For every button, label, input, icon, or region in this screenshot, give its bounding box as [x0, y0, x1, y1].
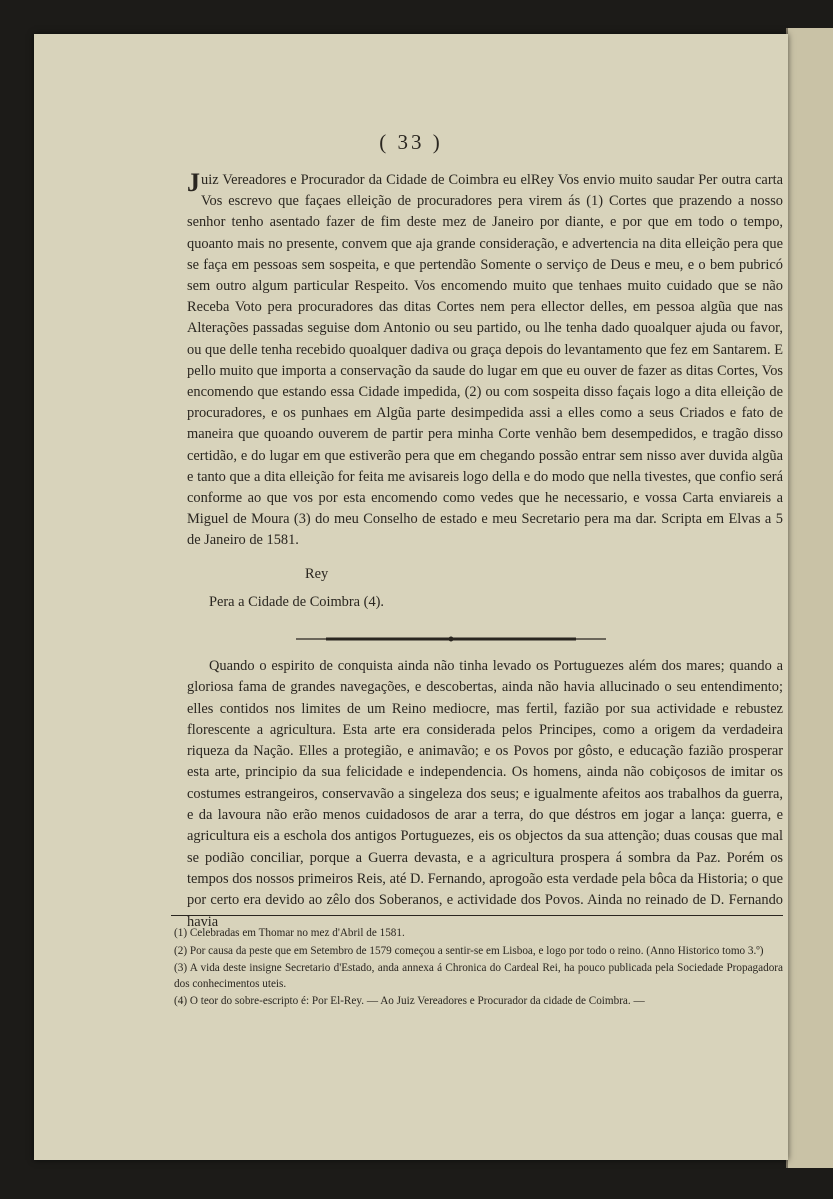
document-page: [34, 34, 788, 1160]
footnote-2: (2) Por causa da peste que em Setembro de 1579 começou a sentir-se em Lisboa, e logo por todo o reino. (Anno Historico tomo 3.º): [174, 944, 764, 957]
ornamental-divider: [296, 636, 606, 642]
royal-letter: [187, 170, 783, 552]
addressee: Pera a Cidade de Coimbra (4).: [209, 594, 385, 610]
footnote-1: (1) Celebradas em Thomar no mez d'Abril de 1581.: [174, 927, 405, 939]
footnote-3: (3) A vida deste insigne Secretario d'Estado, anda annexa á Chronica do Cardeal Rei, ha pouco publicada pela Sociedade Propagadora dos conhecimentos uteis.: [174, 962, 783, 990]
footnote-rule: [171, 915, 783, 916]
signature: Rey: [305, 566, 329, 582]
page-number: ( 33 ): [379, 130, 443, 154]
drop-cap: J: [187, 168, 200, 197]
footnotes: [174, 926, 783, 1012]
footnote-4: (4) O teor do sobre-escripto é: Por El-Rey. — Ao Juiz Vereadores e Procurador da cidade de Coimbra. —: [174, 995, 645, 1007]
letter-text: uiz Vereadores e Procurador da Cidade de Coimbra eu elRey Vos envio muito saudar Per outra carta Vos escrevo que façaes elleição de procuradores pera virem ás (1) Cortes que prazendo a nosso senhor tenho asentado fazer de fim deste mez de Janeiro por diante, e por que em todo o tempo, quoanto mais no presente, convem que aja grande consideração, e advertencia na dita elleição pera que se faça em pessoas sem sospeita, e que pertendão Somente o serviço de Deus e meu, e o bem pubricó sem outro algum particular Respeito. Vos encomendo muito que tenhaes muito cuidado que se não Receba Voto pera procuradores das ditas Cortes nem pera ellector delles, em pessoa algũa que nas Alterações passadas seguise dom Antonio ou seu partido, ou lhe tenha dado quoalquer ajuda ou favor, ou que delle tenha recebido quoalquer dadiva ou graça depois do levantamento que fez em Santarem. E pello muito que importa a conservação da saude do lugar em que eu ouver de fazer as ditas Cortes, Vos encomendo que estando essa Cidade impedida, (2) ou com sospeita disso façais logo a dita elleição de procuradores, e os punhaes em Algũa parte desimpedida assi a elles como a seus Criados e fato de maneira que quoando ouverem de partir pera minha Corte venhão bem desempedidos, e tragão disso certidão, e do lugar em que estiverão pera que em chegando possão entrar sem nisso aver duvida algũa e tanto que a dita elleição for feita me avisareis logo della e do modo que nella tivestes, que confio será conforme ao que vos por esta encomendo como vedes que he necessario, e vossa Carta enviareis a Miguel de Moura (3) do meu Conselho de estado e meu Secretario pera ma dar. Scripta em Elvas a 5 de Janeiro de 1581.: [187, 172, 783, 549]
adjacent-page-edge: [786, 28, 833, 1168]
essay-paragraph: Quando o espirito de conquista ainda não tinha levado os Portuguezes além dos mares; quando a gloriosa fama de grandes navegações, e descobertas, ainda não havia allucinado o seu entendimento; elles contidos nos limites de um Reino mediocre, mas fertil, fazião por sua actividade e rebustez florescente a agricultura. Esta arte era considerada pelos Principes, como a origem da verdadeira riqueza da Nação. Elles a protegião, e animavão; e os Povos por gôsto, e educação fazião prosperar esta arte, principio da sua felicidade e independencia. Os homens, ainda não cobiçosos de imitar os costumes estrangeiros, conservavão a singeleza dos seus; e igualmente afeitos aos trabalhos da guerra, e da lavoura não erão menos cuidadosos de arar a terra, do que déstros em jogar a lança: guerra, e agricultura eis a eschola dos antigos Portuguezes, eis os objectos da sua attenção; duas cousas que mal se podião conciliar, porque a Guerra devasta, e a agricultura prospera á sombra da Paz. Porém os tempos dos nossos primeiros Reis, até D. Fernando, aprogoão esta verdade pela bôca da Historia; o que por certo era devido ao zêlo dos Soberanos, e actividade dos Povos. Ainda no reinado de D. Fernando havia: [187, 658, 783, 930]
